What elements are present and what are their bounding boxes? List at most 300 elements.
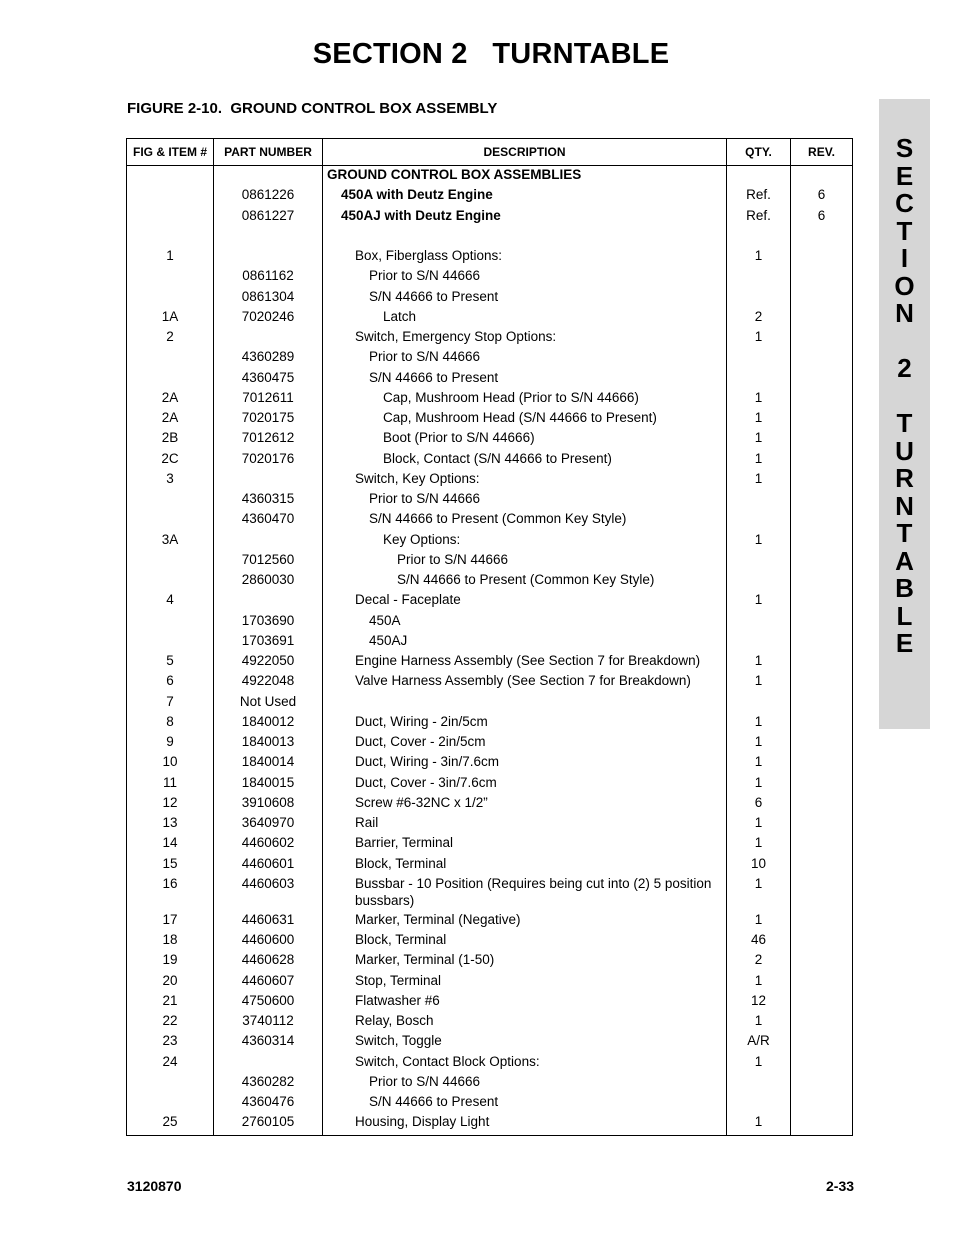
qty-cell — [727, 490, 791, 510]
description-cell: Latch — [323, 308, 727, 328]
part-number-cell: 1840014 — [214, 753, 323, 773]
header-part-number: PART NUMBER — [214, 139, 323, 166]
section-tab-letter: T — [896, 408, 913, 438]
fig-item-cell: 6 — [127, 672, 214, 692]
part-number-cell: 2760105 — [214, 1113, 323, 1136]
qty-cell: 1 — [727, 713, 791, 733]
qty-cell: 1 — [727, 591, 791, 611]
description-cell: Switch, Contact Block Options: — [323, 1053, 727, 1073]
rev-cell — [791, 693, 853, 713]
rev-cell — [791, 389, 853, 409]
qty-cell: 1 — [727, 753, 791, 773]
fig-item-cell: 7 — [127, 693, 214, 713]
description-cell: Block, Terminal — [323, 931, 727, 951]
fig-item-cell: 25 — [127, 1113, 214, 1136]
fig-item-cell: 18 — [127, 931, 214, 951]
part-number-cell: 1703691 — [214, 632, 323, 652]
section-tab-letter: U — [895, 435, 914, 466]
fig-item-cell — [127, 369, 214, 389]
qty-cell: 1 — [727, 429, 791, 449]
qty-cell — [727, 166, 791, 187]
section-tab-letter: I — [900, 243, 909, 273]
description-cell: S/N 44666 to Present (Common Key Style) — [323, 510, 727, 530]
description-cell: Housing, Display Light — [323, 1113, 727, 1136]
rev-cell — [791, 1053, 853, 1073]
table-row — [127, 1093, 853, 1113]
fig-item-cell — [127, 348, 214, 368]
description-cell: GROUND CONTROL BOX ASSEMBLIES — [323, 166, 727, 187]
part-number-cell: 3740112 — [214, 1012, 323, 1032]
part-number-cell: 4360282 — [214, 1073, 323, 1093]
parts-table — [126, 138, 853, 1136]
rev-cell: 6 — [791, 207, 853, 227]
part-number-cell: 4460602 — [214, 834, 323, 854]
header-rev: REV. — [791, 139, 853, 166]
table-row — [127, 470, 853, 490]
fig-item-cell: 17 — [127, 911, 214, 931]
rev-cell — [791, 632, 853, 652]
part-number-cell — [214, 531, 323, 551]
fig-item-cell — [127, 166, 214, 187]
table-row — [127, 855, 853, 875]
section-tab-letter: T — [896, 215, 913, 246]
fig-item-cell: 3A — [127, 531, 214, 551]
rev-cell — [791, 652, 853, 672]
description-cell: 450AJ — [323, 632, 727, 652]
part-number-cell: 4460600 — [214, 931, 323, 951]
qty-cell: 1 — [727, 389, 791, 409]
table-row — [127, 972, 853, 992]
qty-cell: 1 — [727, 911, 791, 931]
table-row — [127, 875, 853, 911]
table-row — [127, 247, 853, 267]
fig-item-cell — [127, 510, 214, 530]
fig-item-cell: 14 — [127, 834, 214, 854]
qty-cell — [727, 267, 791, 287]
qty-cell: 1 — [727, 814, 791, 834]
qty-cell: 1 — [727, 875, 791, 911]
table-row — [127, 612, 853, 632]
description-cell: Switch, Emergency Stop Options: — [323, 328, 727, 348]
parts-table-body — [127, 166, 853, 1136]
section-tab-letter: 2 — [897, 353, 912, 383]
table-row — [127, 794, 853, 814]
rev-cell — [791, 1032, 853, 1052]
description-cell: Cap, Mushroom Head (S/N 44666 to Present) — [323, 409, 727, 429]
description-cell: Duct, Cover - 3in/7.6cm — [323, 774, 727, 794]
part-number-cell — [214, 166, 323, 187]
rev-cell — [791, 247, 853, 267]
section-tab-letter: N — [895, 298, 914, 328]
rev-cell — [791, 875, 853, 911]
part-number-cell: 0861162 — [214, 267, 323, 287]
fig-item-cell: 13 — [127, 814, 214, 834]
description-cell: Duct, Wiring - 3in/7.6cm — [323, 753, 727, 773]
rev-cell — [791, 369, 853, 389]
part-number-cell: 4360476 — [214, 1093, 323, 1113]
table-row — [127, 632, 853, 652]
part-number-cell: Not Used — [214, 693, 323, 713]
qty-cell — [727, 369, 791, 389]
fig-item-cell — [127, 288, 214, 308]
rev-cell — [791, 166, 853, 187]
rev-cell — [791, 855, 853, 875]
qty-cell: 1 — [727, 328, 791, 348]
description-cell: Key Options: — [323, 531, 727, 551]
description-cell: 450AJ with Deutz Engine — [323, 207, 727, 227]
part-number-cell: 4460628 — [214, 951, 323, 971]
section-tab-letter: E — [895, 160, 914, 191]
section-tab-letter: A — [895, 545, 914, 576]
description-cell — [323, 693, 727, 713]
part-number-cell: 4360314 — [214, 1032, 323, 1052]
qty-cell: 1 — [727, 531, 791, 551]
section-tab-letter: N — [895, 490, 914, 521]
section-tab-letter: B — [895, 573, 914, 603]
description-cell: Decal - Faceplate — [323, 591, 727, 611]
table-row — [127, 369, 853, 389]
rev-cell — [791, 1093, 853, 1113]
rev-cell — [791, 931, 853, 951]
part-number-cell: 7012611 — [214, 389, 323, 409]
rev-cell — [791, 612, 853, 632]
qty-cell — [727, 348, 791, 368]
fig-item-cell: 12 — [127, 794, 214, 814]
part-number-cell — [214, 247, 323, 267]
section-title: SECTION 2 TURNTABLE — [312, 38, 670, 70]
table-row — [127, 911, 853, 931]
description-cell: Prior to S/N 44666 — [323, 551, 727, 571]
description-cell: Marker, Terminal (Negative) — [323, 911, 727, 931]
rev-cell — [791, 814, 853, 834]
part-number-cell: 1703690 — [214, 612, 323, 632]
part-number-cell — [214, 591, 323, 611]
description-cell: Switch, Key Options: — [323, 470, 727, 490]
fig-item-cell: 10 — [127, 753, 214, 773]
part-number-cell: 1840012 — [214, 713, 323, 733]
rev-cell — [791, 571, 853, 591]
part-number-cell: 3640970 — [214, 814, 323, 834]
rev-cell — [791, 531, 853, 551]
part-number-cell: 4360475 — [214, 369, 323, 389]
table-row — [127, 571, 853, 591]
fig-item-cell — [127, 632, 214, 652]
section-tab-letter — [879, 328, 930, 356]
qty-cell — [727, 632, 791, 652]
qty-cell: 1 — [727, 733, 791, 753]
rev-cell — [791, 429, 853, 449]
fig-item-cell: 23 — [127, 1032, 214, 1052]
fig-item-cell: 16 — [127, 875, 214, 911]
table-row — [127, 531, 853, 551]
table-row — [127, 348, 853, 368]
part-number-cell: 4922050 — [214, 652, 323, 672]
rev-cell — [791, 713, 853, 733]
table-row — [127, 551, 853, 571]
section-tab-letter: E — [895, 628, 914, 658]
fig-item-cell: 3 — [127, 470, 214, 490]
fig-item-cell: 22 — [127, 1012, 214, 1032]
rev-cell — [791, 470, 853, 490]
table-row — [127, 328, 853, 348]
rev-cell — [791, 490, 853, 510]
rev-cell — [791, 972, 853, 992]
description-cell: Stop, Terminal — [323, 972, 727, 992]
description-cell — [323, 227, 727, 247]
table-header-row — [127, 139, 853, 166]
table-row — [127, 267, 853, 287]
page-number: 2-33 — [826, 1178, 855, 1194]
description-cell: 450A — [323, 612, 727, 632]
qty-cell — [727, 510, 791, 530]
qty-cell — [727, 551, 791, 571]
qty-cell — [727, 227, 791, 247]
section-tab-letter: S — [895, 133, 914, 163]
section-tab-letter: O — [894, 270, 915, 301]
rev-cell — [791, 591, 853, 611]
rev-cell — [791, 733, 853, 753]
document-number: 3120870 — [127, 1178, 182, 1194]
qty-cell — [727, 288, 791, 308]
figure-title: FIGURE 2-10. GROUND CONTROL BOX ASSEMBLY — [127, 100, 498, 117]
qty-cell: 1 — [727, 774, 791, 794]
qty-cell: 1 — [727, 652, 791, 672]
table-row — [127, 931, 853, 951]
description-cell: Block, Contact (S/N 44666 to Present) — [323, 450, 727, 470]
table-row — [127, 429, 853, 449]
description-cell: Barrier, Terminal — [323, 834, 727, 854]
part-number-cell — [214, 328, 323, 348]
fig-item-cell: 1 — [127, 247, 214, 267]
fig-item-cell — [127, 551, 214, 571]
table-row — [127, 510, 853, 530]
part-number-cell: 4360315 — [214, 490, 323, 510]
section-tab-letters — [879, 135, 930, 658]
description-cell: S/N 44666 to Present (Common Key Style) — [323, 571, 727, 591]
rev-cell — [791, 267, 853, 287]
fig-item-cell: 20 — [127, 972, 214, 992]
description-cell: Flatwasher #6 — [323, 992, 727, 1012]
table-row — [127, 166, 853, 187]
part-number-cell: 0861304 — [214, 288, 323, 308]
rev-cell — [791, 1012, 853, 1032]
description-cell: Prior to S/N 44666 — [323, 348, 727, 368]
table-row — [127, 733, 853, 753]
qty-cell: 1 — [727, 1113, 791, 1136]
description-cell: S/N 44666 to Present — [323, 369, 727, 389]
qty-cell — [727, 612, 791, 632]
qty-cell: 1 — [727, 450, 791, 470]
header-qty: QTY. — [727, 139, 791, 166]
description-cell: Valve Harness Assembly (See Section 7 for Breakdown) — [323, 672, 727, 692]
table-row — [127, 834, 853, 854]
fig-item-cell: 11 — [127, 774, 214, 794]
rev-cell — [791, 450, 853, 470]
qty-cell: 1 — [727, 1053, 791, 1073]
section-tab-letter: L — [896, 600, 913, 631]
fig-item-cell — [127, 571, 214, 591]
rev-cell — [791, 774, 853, 794]
description-cell: Switch, Toggle — [323, 1032, 727, 1052]
rev-cell — [791, 951, 853, 971]
description-cell: Prior to S/N 44666 — [323, 1073, 727, 1093]
rev-cell — [791, 911, 853, 931]
fig-item-cell: 24 — [127, 1053, 214, 1073]
fig-item-cell: 2C — [127, 450, 214, 470]
header-description: DESCRIPTION — [323, 139, 727, 166]
section-tab-letter — [879, 383, 930, 411]
part-number-cell: 4360289 — [214, 348, 323, 368]
qty-cell — [727, 1073, 791, 1093]
rev-cell — [791, 992, 853, 1012]
header-fig-item: FIG & ITEM # — [127, 139, 214, 166]
part-number-cell: 7012560 — [214, 551, 323, 571]
part-number-cell: 7020246 — [214, 308, 323, 328]
table-row — [127, 774, 853, 794]
fig-item-cell — [127, 227, 214, 247]
rev-cell — [791, 794, 853, 814]
qty-cell: 1 — [727, 672, 791, 692]
part-number-cell — [214, 470, 323, 490]
table-row — [127, 227, 853, 247]
qty-cell: 1 — [727, 1012, 791, 1032]
fig-item-cell: 2 — [127, 328, 214, 348]
fig-item-cell: 15 — [127, 855, 214, 875]
fig-item-cell: 2A — [127, 389, 214, 409]
fig-item-cell — [127, 1073, 214, 1093]
description-cell: Box, Fiberglass Options: — [323, 247, 727, 267]
table-row — [127, 713, 853, 733]
qty-cell: 12 — [727, 992, 791, 1012]
qty-cell: 1 — [727, 470, 791, 490]
table-row — [127, 207, 853, 227]
description-cell: S/N 44666 to Present — [323, 1093, 727, 1113]
table-row — [127, 1032, 853, 1052]
part-number-cell: 4922048 — [214, 672, 323, 692]
section-tab-letter: T — [896, 518, 913, 548]
table-row — [127, 450, 853, 470]
table-row — [127, 308, 853, 328]
rev-cell — [791, 834, 853, 854]
part-number-cell: 4360470 — [214, 510, 323, 530]
qty-cell: 6 — [727, 794, 791, 814]
part-number-cell: 1840013 — [214, 733, 323, 753]
rev-cell — [791, 510, 853, 530]
description-cell: Prior to S/N 44666 — [323, 267, 727, 287]
table-row — [127, 591, 853, 611]
description-cell: Marker, Terminal (1-50) — [323, 951, 727, 971]
part-number-cell: 7020176 — [214, 450, 323, 470]
description-cell: Relay, Bosch — [323, 1012, 727, 1032]
rev-cell — [791, 328, 853, 348]
rev-cell — [791, 672, 853, 692]
part-number-cell: 4460601 — [214, 855, 323, 875]
rev-cell — [791, 551, 853, 571]
part-number-cell: 3910608 — [214, 794, 323, 814]
fig-item-cell: 8 — [127, 713, 214, 733]
fig-item-cell: 21 — [127, 992, 214, 1012]
rev-cell — [791, 753, 853, 773]
description-cell: Duct, Cover - 2in/5cm — [323, 733, 727, 753]
fig-item-cell: 1A — [127, 308, 214, 328]
fig-item-cell: 19 — [127, 951, 214, 971]
qty-cell: 10 — [727, 855, 791, 875]
description-cell: Cap, Mushroom Head (Prior to S/N 44666) — [323, 389, 727, 409]
qty-cell: Ref. — [727, 207, 791, 227]
table-row — [127, 951, 853, 971]
rev-cell — [791, 409, 853, 429]
table-row — [127, 1073, 853, 1093]
qty-cell: 2 — [727, 308, 791, 328]
description-cell: Bussbar - 10 Position (Requires being cut into (2) 5 position bussbars) — [323, 875, 727, 911]
part-number-cell: 7020175 — [214, 409, 323, 429]
qty-cell: A/R — [727, 1032, 791, 1052]
description-cell: Duct, Wiring - 2in/5cm — [323, 713, 727, 733]
table-row — [127, 652, 853, 672]
description-cell: Rail — [323, 814, 727, 834]
rev-cell — [791, 227, 853, 247]
qty-cell: 1 — [727, 409, 791, 429]
table-row — [127, 1053, 853, 1073]
rev-cell — [791, 308, 853, 328]
part-number-cell: 0861226 — [214, 186, 323, 206]
table-row — [127, 409, 853, 429]
fig-item-cell — [127, 612, 214, 632]
fig-item-cell — [127, 490, 214, 510]
description-cell: Boot (Prior to S/N 44666) — [323, 429, 727, 449]
qty-cell: 46 — [727, 931, 791, 951]
table-row — [127, 186, 853, 206]
rev-cell — [791, 348, 853, 368]
qty-cell: 1 — [727, 972, 791, 992]
fig-item-cell: 4 — [127, 591, 214, 611]
section-tab — [879, 99, 930, 729]
part-number-cell: 4750600 — [214, 992, 323, 1012]
table-row — [127, 693, 853, 713]
fig-item-cell — [127, 207, 214, 227]
rev-cell — [791, 1113, 853, 1136]
part-number-cell: 4460631 — [214, 911, 323, 931]
part-number-cell: 2860030 — [214, 571, 323, 591]
table-row — [127, 490, 853, 510]
description-cell: Block, Terminal — [323, 855, 727, 875]
table-row — [127, 389, 853, 409]
qty-cell: 1 — [727, 834, 791, 854]
fig-item-cell: 2B — [127, 429, 214, 449]
fig-item-cell: 9 — [127, 733, 214, 753]
description-cell: Engine Harness Assembly (See Section 7 for Breakdown) — [323, 652, 727, 672]
qty-cell — [727, 693, 791, 713]
qty-cell: 1 — [727, 247, 791, 267]
description-cell: Prior to S/N 44666 — [323, 490, 727, 510]
section-tab-letter: R — [895, 463, 914, 493]
part-number-cell: 4460607 — [214, 972, 323, 992]
rev-cell: 6 — [791, 186, 853, 206]
table-row — [127, 288, 853, 308]
table-row — [127, 814, 853, 834]
fig-item-cell — [127, 1093, 214, 1113]
part-number-cell: 1840015 — [214, 774, 323, 794]
part-number-cell: 0861227 — [214, 207, 323, 227]
section-tab-letter: C — [895, 188, 914, 218]
part-number-cell: 4460603 — [214, 875, 323, 911]
table-row — [127, 672, 853, 692]
description-cell: 450A with Deutz Engine — [323, 186, 727, 206]
fig-item-cell — [127, 267, 214, 287]
description-cell: Screw #6-32NC x 1/2” — [323, 794, 727, 814]
qty-cell: Ref. — [727, 186, 791, 206]
part-number-cell — [214, 1053, 323, 1073]
